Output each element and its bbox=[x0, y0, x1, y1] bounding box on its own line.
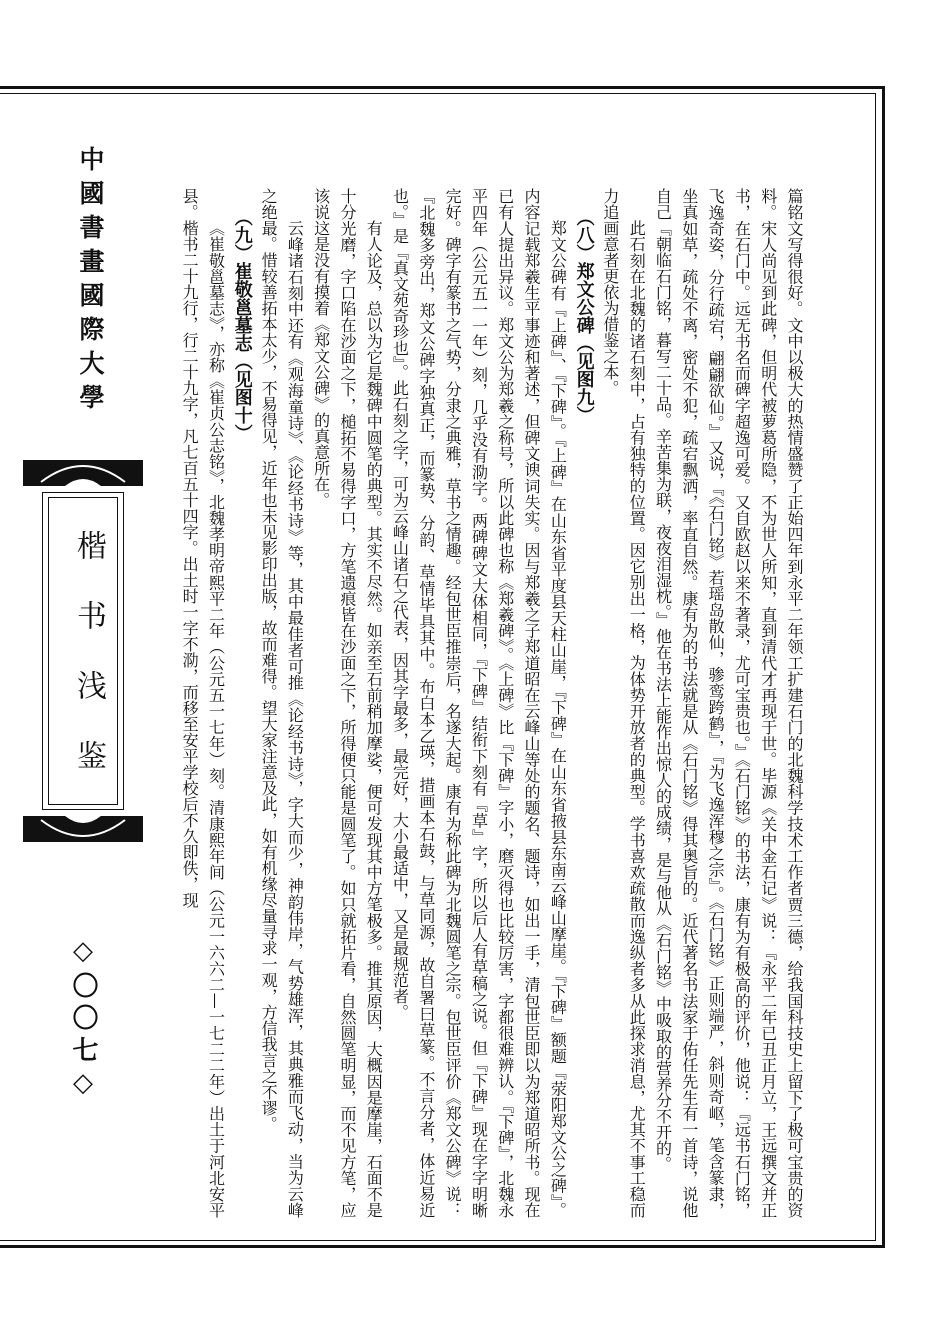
main-text bbox=[175, 188, 807, 1218]
paragraph: 有人论及，总以为它是魏碑中圆笔的典型。其实不尽然。如亲至石前稍加摩娑，便可发现其中方笔极多。推其原因，大概因是摩崖，石面不是十分光磨，字口陷在沙面之下，槌拓不易得字口，方笔遗痕皆在沙面之下，所得便只能是圆笔了。如只就拓片看，自然圆笔明显，而不见方笔，应该说这是没有摸着《郑文公碑》的真意所在。 bbox=[311, 188, 384, 1218]
sidebar bbox=[50, 100, 116, 1240]
banner-bottom-ornament bbox=[23, 810, 143, 850]
page-number: ◇〇〇七◇ bbox=[68, 936, 98, 1104]
paragraph: 云峰诸石刻中还有《观海童诗》、《论经书诗》等，其中最佳者可推《论经书诗》，字大而少，神韵伟岸，气势雄浑，其典雅而飞动，当为云峰之绝最。惜较善拓本太少，不易得见，近年也未见影印出版，故而难得。望大家注意及此，如有机缘尽量寻求一观，方信我言之不谬。 bbox=[259, 188, 305, 1218]
section-heading: （九）崔敬邕墓志（见图十） bbox=[231, 207, 253, 442]
school-name: 中國書畫國際大學 bbox=[76, 146, 105, 418]
paragraph: 此石刻在北魏的诸石刻中，占有独特的位置。因它别出一格，为体势开放者的典型。学书喜欢疏散而逸纵者多从此探求消息，尤其不事工稳而力追画意者更依为借鉴之本。 bbox=[600, 188, 647, 1218]
paragraph: 《崔敬邕墓志》，亦称《崔贞公志铭》，北魏孝明帝熙平二年（公元五一七年）刻。清康熙年间（公元一六六二—一七二二年）出土于河北安平县。楷书二十九行，行二十九字，凡七百五十四字。出土时一字不泐，而移至安平学校后不久即佚，现 bbox=[180, 188, 226, 1218]
book-title: 楷书浅鉴 bbox=[71, 530, 106, 810]
section-heading: （八）郑文公碑（见图九） bbox=[573, 207, 595, 424]
banner-top-ornament bbox=[23, 452, 143, 492]
paragraph: 篇铭文写得很好。文中以极大的热情盛赞了正始四年到永平二年领工扩建石门的北魏科学技术工作者贾三德，给我国科技史上留下了极可宝贵的资料。宋人尚见到此碑，但明代被萝葛所隐，不为世人所知，直到清代才再现于世。毕源《关中金石记》说：『永平二年已丑正月立，王远撰文并正书，在石门中。远无书名而碑字超逸可爱。又自欧赵以来不著录，尤可宝贵也。』《石门铭》的书法，康有为有极高的评价，他说：『远书石门铭，飞逸奇姿，分行疏宕，翩翩欲仙。』又说，『《石门铭》若瑶岛散仙，骖鸾跨鹤』，『为飞逸浑穆之宗』。《石门铭》正则端严，斜则奇岖，笔含篆隶，坐真如草，疏处不离，密处不犯，疏宕飘洒，率直自然。康有为的书法就是从《石门铭》得其奥旨的。近代著名书法家于佑任先生有一首诗，说他自己『朝临石门铭，暮写二十品。辛苦集为联，夜夜泪湿枕。』他在书法上能作出惊人的成绩，是与他从《石门铭》中吸取的营养分不开的。 bbox=[653, 188, 804, 1218]
paragraph: 郑文公碑有『上碑』、『下碑』。『上碑』在山东省平度县天柱山崖，『下碑』在山东省掖县东南云峰山摩崖。『下碑』额题『荥阳郑文公之碑』。内容记载郑羲生平事迹和著述，但碑文谀词失实。因与郑羲之子郑道昭在云峰山等处的题名、题诗，如出一手，清包世臣即以为郑道昭所书。现在已有人提出异议。郑文公为郑羲之称号，所以此碑也称《郑羲碑》。《上碑》比『下碑』字小，磨灭得也比较厉害，字都很难辨认。『下碑』，北魏永平四年（公元五一一年）刻，几乎没有泐字。两碑碑文大体相同，『下碑』结衔下刻有『草』字，所以后人有草稿之说。但『下碑』现在字字明晰完好。碑字有篆书之气势，分隶之典雅，草书之情趣。经包世臣推崇后，名遂大起。康有为称此碑为北魏圆笔之宗。包世臣评价《郑文公碑》说：『北魏多旁出，郑文公碑字独真正，而篆势、分韵、草情毕具其中。布白本乙瑛，措画本石鼓，与草同源，故自署曰草篆。不言分者，体近易近也。』是『真文苑奇珍也』。此石刻之字，可为云峰山诸石之代表，因其字最多，最完好，大小最适中，又是最规范者。 bbox=[390, 188, 568, 1218]
